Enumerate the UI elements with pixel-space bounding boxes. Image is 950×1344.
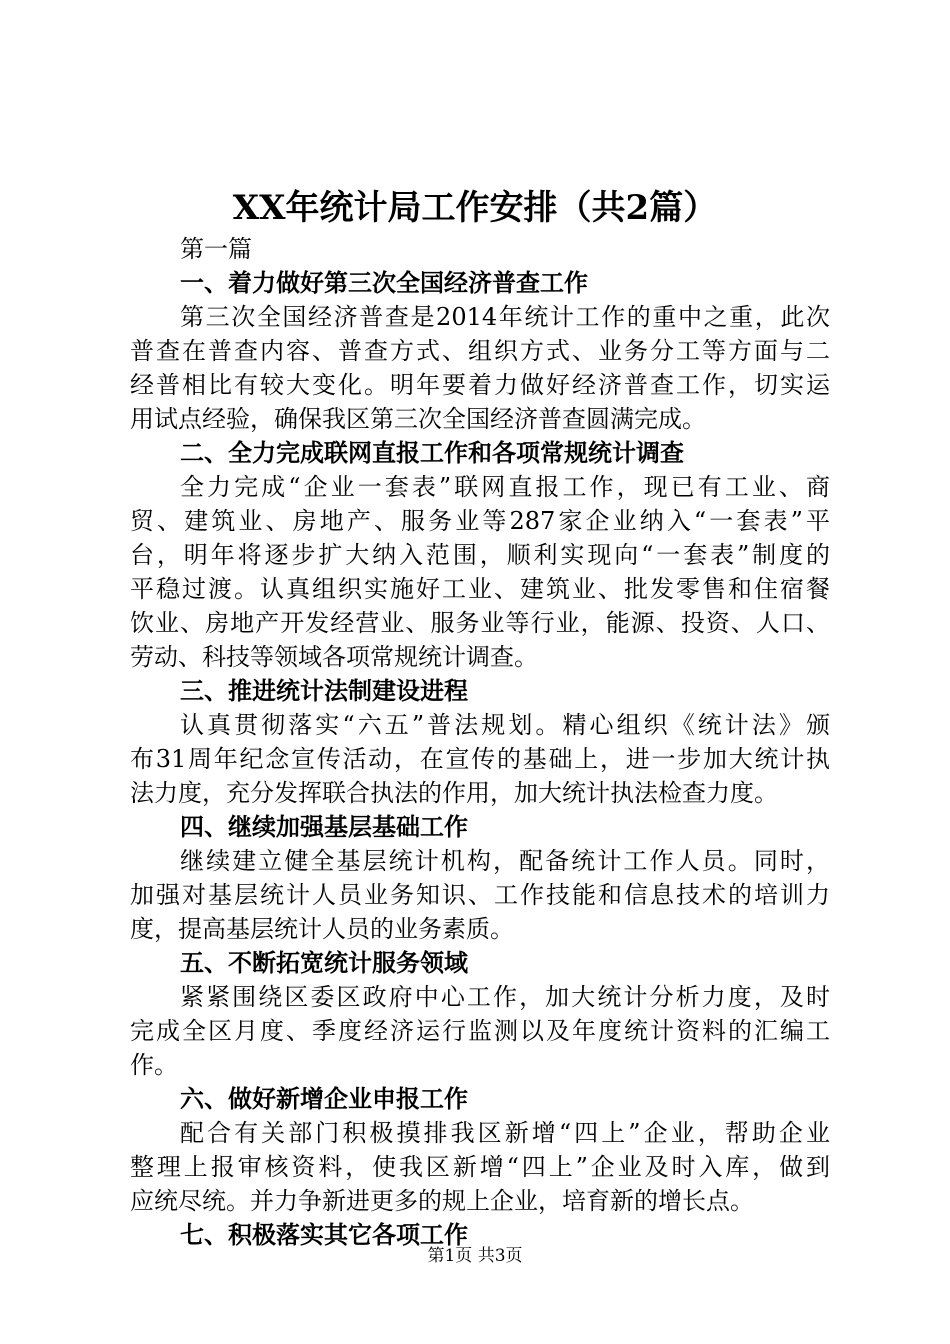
paragraph-line: 普查在普查内容、普查方式、组织方式、业务分工等方面与二	[130, 337, 830, 365]
paragraph-5	[130, 980, 830, 1082]
paragraph-line: 完成全区月度、季度经济运行监测以及年度统计资料的汇编工	[130, 1017, 830, 1045]
paragraph-2	[130, 470, 830, 674]
paragraph-line: 台，明年将逐步扩大纳入范围，顺利实现向“一套表”制度的	[130, 541, 830, 569]
section-label: 第一篇	[180, 235, 252, 263]
paragraph-line: 应统尽统。并力争新进更多的规上企业，培育新的增长点。	[130, 1187, 754, 1215]
paragraph-line: 继续建立健全基层统计机构，配备统计工作人员。同时，	[180, 847, 830, 875]
heading-1: 一、着力做好第三次全国经济普查工作	[180, 268, 588, 297]
paragraph-line: 法力度，充分发挥联合执法的作用，加大统计执法检查力度。	[130, 779, 778, 807]
heading-3: 三、推进统计法制建设进程	[180, 676, 468, 705]
document-body	[130, 232, 830, 1252]
paragraph-line: 贸、建筑业、房地产、服务业等287家企业纳入“一套表”平	[130, 507, 830, 535]
paragraph-line: 认真贯彻落实“六五”普法规划。精心组织《统计法》颁	[180, 711, 830, 739]
paragraph-line: 整理上报审核资料，使我区新增“四上”企业及时入库，做到	[130, 1153, 830, 1181]
paragraph-line: 布31周年纪念宣传活动，在宣传的基础上，进一步加大统计执	[130, 745, 830, 773]
paragraph-line: 饮业、房地产开发经营业、服务业等行业，能源、投资、人口、	[130, 609, 830, 637]
paragraph-line: 全力完成“企业一套表”联网直报工作，现已有工业、商	[180, 473, 830, 501]
heading-4: 四、继续加强基层基础工作	[180, 812, 468, 841]
paragraph-line: 第三次全国经济普查是2014年统计工作的重中之重，此次	[180, 303, 830, 331]
paragraph-line: 经普相比有较大变化。明年要着力做好经济普查工作，切实运	[130, 371, 830, 399]
page-number-footer: 第1页 共3页	[427, 1246, 523, 1266]
paragraph-3	[130, 708, 830, 810]
paragraph-6	[130, 1116, 830, 1218]
paragraph-line: 配合有关部门积极摸排我区新增“四上”企业，帮助企业	[180, 1119, 830, 1147]
paragraph-line: 作。	[130, 1051, 178, 1079]
heading-5: 五、不断拓宽统计服务领域	[180, 948, 468, 977]
heading-7: 七、积极落实其它各项工作	[180, 1220, 468, 1249]
paragraph-line: 度，提高基层统计人员的业务素质。	[130, 915, 514, 943]
document-title: XX年统计局工作安排（共2篇）	[232, 188, 718, 228]
heading-6: 六、做好新增企业申报工作	[180, 1084, 468, 1113]
paragraph-line: 加强对基层统计人员业务知识、工作技能和信息技术的培训力	[130, 881, 830, 909]
paragraph-4	[130, 844, 830, 946]
heading-2: 二、全力完成联网直报工作和各项常规统计调查	[180, 438, 684, 467]
paragraph-line: 劳动、科技等领域各项常规统计调查。	[130, 643, 538, 671]
paragraph-line: 紧紧围绕区委区政府中心工作，加大统计分析力度，及时	[180, 983, 830, 1011]
paragraph-line: 用试点经验，确保我区第三次全国经济普查圆满完成。	[130, 405, 706, 433]
paragraph-line: 平稳过渡。认真组织实施好工业、建筑业、批发零售和住宿餐	[130, 575, 830, 603]
paragraph-1	[130, 300, 830, 436]
